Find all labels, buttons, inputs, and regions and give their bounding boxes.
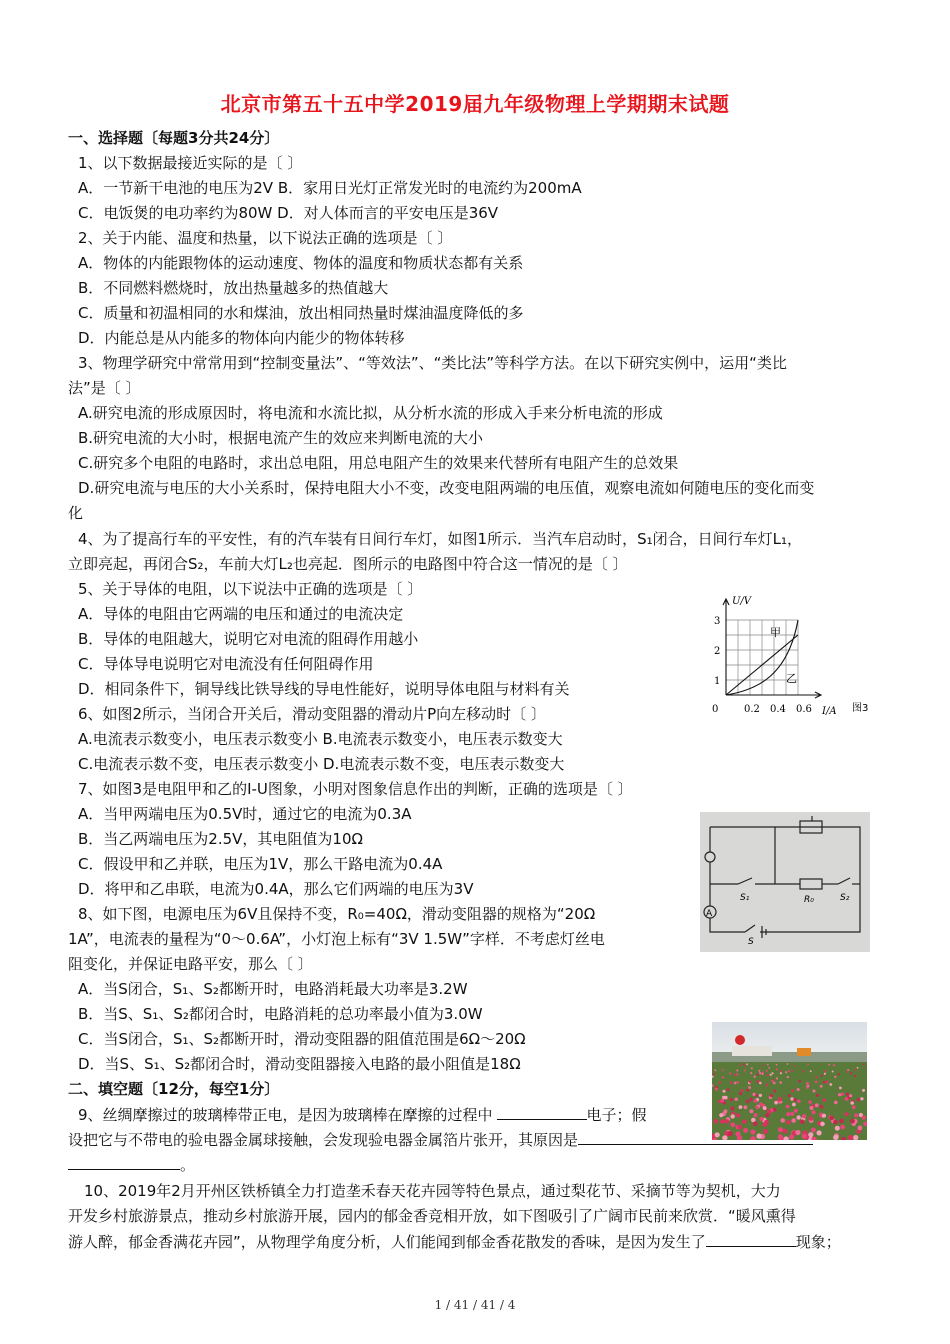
text-line: D．将甲和乙串联，电流为0.4A，那么它们两端的电压为3V [78,880,474,898]
tulip-flower [838,1093,841,1096]
y-tick-label: 2 [714,646,721,657]
text-line: A．导体的电阻由它两端的电压和通过的电流决定 [78,605,404,623]
tulip-flower [774,1101,778,1105]
text-line: C．质量和初温相同的水和煤油，放出相同热量时煤油温度降低的多 [78,304,524,322]
q10-line-1: 10、2019年2月开州区铁桥镇全力打造垄禾春天花卉园等特色景点，通过梨花节、采摘节等为契机，大力 [84,1182,781,1200]
tulip-flower [854,1113,858,1117]
tulip-flower [800,1119,805,1124]
text-line: 4、为了提高行车的平安性，有的汽车装有日间行车灯，如图1所示．当汽车启动时，S₁闭合，日间行车灯L₁， [78,530,802,548]
tulip-flower [860,1097,863,1100]
tulip-flower [857,1098,860,1101]
tulip-flower [787,1063,789,1065]
tulip-flower [767,1064,769,1066]
tulip-flower [734,1074,736,1076]
text-line: C.电流表示数不变，电压表示数变小 D.电流表示数不变，电压表示数变大 [78,755,565,773]
q10-line-3 [68,1231,841,1252]
tulip-flower [729,1072,731,1074]
text-line: 3、物理学研究中常常用到“控制变量法”、“等效法”、“类比法”等科学方法。在以下研究实例中，运用“类比 [78,354,787,372]
tulip-flower [802,1133,807,1138]
text-line: 8、如下图，电源电压为6V且保持不变，R₀=40Ω，滑动变阻器的规格为“20Ω [78,905,596,923]
text-line: A．一节新干电池的电压为2V B．家用日光灯正常发光时的电流约为200mA [78,179,582,197]
tulip-flower [840,1125,845,1130]
tulip-flower [751,1067,753,1069]
q9-line-2 [68,1129,813,1150]
resistor-r0-label: R₀ [804,895,814,905]
tulip-flower [808,1132,813,1137]
tulip-flower [768,1067,770,1069]
tulip-flower [715,1132,720,1137]
tulip-flower [752,1093,755,1096]
tulip-flower [719,1081,722,1084]
tulip-flower [838,1073,840,1075]
tulip-flower [734,1082,737,1085]
tulip-flower [847,1069,849,1071]
tulip-flower [786,1105,790,1109]
tulip-flower [730,1081,733,1084]
tulip-flower [790,1097,793,1100]
tulip-flower [741,1089,744,1092]
tulip-flower [852,1105,856,1109]
tulip-flower [748,1086,751,1089]
tulip-flower [766,1070,768,1072]
tulip-flower [862,1089,865,1092]
tulip-flower [850,1119,855,1124]
tulip-flower [730,1122,735,1127]
tulip-flower [723,1090,726,1093]
tulip-flower [730,1107,734,1111]
tulip-flower [792,1070,794,1072]
tulip-flower [811,1128,816,1133]
tulip-flower [765,1084,768,1087]
text-line: 立即亮起，再闭合S₂，车前大灯L₂也亮起．图所示的电路图中符合这一情况的是〔 〕 [68,555,628,573]
tulip-flower [739,1092,742,1095]
tulip-flower [776,1068,778,1070]
tulip-flower [720,1119,725,1124]
tulip-flower [834,1064,836,1066]
tulip-flower [776,1077,778,1079]
tulip-flower [815,1103,819,1107]
text-line: A．物体的内能跟物体的运动速度、物体的温度和物质状态都有关系 [78,254,524,272]
tulip-flower [749,1109,753,1113]
tulip-flower [728,1131,733,1136]
tulip-flower [723,1109,727,1113]
tulip-flower [778,1127,783,1132]
jia-label: 甲 [770,626,781,639]
tulip-flower [722,1076,724,1078]
tulip-flower [853,1075,855,1077]
yi-label: 乙 [786,672,797,685]
tulip-flower [797,1100,801,1104]
tulip-flower [713,1073,715,1075]
tulip-flower [830,1116,834,1120]
tulip-flower [815,1076,817,1078]
tulip-flower [757,1074,759,1076]
text-line: C．当S闭合，S₁、S₂都断开时，滑动变阻器的阻值范围是6Ω～20Ω [78,1030,526,1048]
figure-3-ui-graph [708,590,872,720]
answer-blank[interactable] [497,1104,587,1120]
tulip-flower [722,1096,725,1099]
tulip-flower [722,1069,724,1071]
tulip-flower [834,1076,836,1078]
tulip-flower [809,1116,813,1120]
tulip-flower [858,1126,863,1131]
page-footer: 1 / 41 / 41 / 4 [434,1298,516,1312]
tulip-flower [857,1067,859,1069]
tulip-flower [727,1088,730,1091]
tulip-flower [730,1098,733,1101]
tulip-flower [763,1106,767,1110]
tulip-flower [756,1133,761,1138]
tulip-flower [834,1101,838,1105]
q10-text-c: 游人醉，郁金香满花卉园”，从物理学角度分析，人们能闻到郁金香花散发的香味，是因为发生了 [68,1233,706,1251]
figure-caption: 图3 [852,703,869,714]
tulip-flower [737,1125,742,1130]
tulip-flower [754,1076,756,1078]
ammeter-label: A [706,909,713,919]
tulip-flower [779,1098,782,1101]
tulip-flower [823,1098,827,1102]
tulip-flower [813,1090,816,1093]
tulip-flower [807,1063,809,1065]
tulip-flower [829,1083,832,1086]
tulip-flower [845,1112,849,1116]
tulip-flower [773,1082,776,1085]
tulip-flower [795,1130,800,1135]
tulip-flower [721,1099,725,1103]
tulip-flower [790,1112,794,1116]
tulip-flower [744,1105,748,1109]
tulip-flower [754,1099,758,1103]
tulip-flower [750,1130,755,1135]
tulip-flower [833,1135,838,1140]
tulip-flower [807,1082,810,1085]
text-line: B.研究电流的大小时，根据电流产生的效应来判断电流的大小 [78,429,484,447]
tulip-flower [815,1081,818,1084]
tulip-flower [770,1094,773,1097]
tulip-flower [788,1094,791,1097]
tulip-flower [802,1070,804,1072]
tulip-flower [758,1070,760,1072]
text-line: C.研究多个电阻的电路时，求出总电阻，用总电阻产生的效果来代替所有电阻产生的总效果 [78,454,679,472]
tulip-flower [808,1100,812,1104]
tulip-flower [746,1089,749,1092]
text-line: 一、选择题〔每题3分共24分〕 [68,129,280,147]
switch-s1-label: S₁ [740,893,750,903]
y-tick-label: 3 [714,616,721,627]
tulip-flower [778,1134,783,1139]
tulip-flower [737,1081,740,1084]
x-tick-label: 0.4 [770,704,786,715]
tulip-flower [714,1069,716,1071]
tulip-flower [811,1110,815,1114]
tulip-flower [764,1120,769,1125]
tulip-flower [794,1109,798,1113]
tulip-flower [822,1114,826,1118]
tulip-flower [759,1094,762,1097]
q9-line-3 [68,1154,195,1175]
tulip-flower [780,1118,785,1123]
tulip-flower [798,1080,801,1083]
tulip-flower [786,1120,791,1125]
text-line: 1A”，电流表的量程为“0～0.6A”，小灯泡上标有“3V 1.5W”字样．不考虑灯丝电 [68,930,605,948]
q9-text-d: 。 [180,1156,196,1174]
text-line: A．当S闭合，S₁、S₂都断开时，电路消耗最大功率是3.2W [78,980,468,998]
text-line: B．导体的电阻越大，说明它对电流的阻碍作用越小 [78,630,419,648]
text-line: 法”是〔 〕 [68,379,141,397]
tulip-flower [816,1094,819,1097]
tulip-flower [736,1070,738,1072]
tulip-garden-photo [712,1022,867,1140]
tulip-flower [759,1082,762,1085]
tulip-flower [863,1063,865,1065]
tulip-flower [750,1072,752,1074]
tulip-flower [780,1072,782,1074]
tulip-flower [820,1105,824,1109]
tulip-flower [807,1085,810,1088]
tulip-flower [796,1115,800,1119]
tulip-flower [725,1119,730,1124]
tulip-flower [832,1071,834,1073]
answer-blank[interactable] [706,1231,796,1247]
switch-s2-label: S₂ [840,893,850,903]
y-axis-label: U/V [732,596,752,607]
tulip-flower [824,1073,826,1075]
tulip-flower [735,1098,738,1101]
q9-text-b: 电子；假 [586,1106,647,1124]
tulip-flower [744,1070,746,1072]
tulip-flower [744,1065,746,1067]
tulip-flower [825,1080,828,1083]
page-title: 北京市第五十五中学2019届九年级物理上学期期末试题 [220,92,730,116]
text-line: 6、如图2所示，当闭合开关后，滑动变阻器的滑动片P向左移动时〔 〕 [78,705,546,723]
bulb-icon [705,852,715,862]
tulip-flower [763,1129,768,1134]
tulip-flower [846,1093,849,1096]
tulip-flower [765,1113,769,1117]
text-line: B．当S、S₁、S₂都闭合时，电路消耗的总功率最小值为3.0W [78,1005,483,1023]
tulip-flower [780,1070,782,1072]
tulip-flower [767,1074,769,1076]
tulip-flower [753,1121,758,1126]
tulip-flower [749,1098,752,1101]
tulip-flower [846,1071,848,1073]
q9-text-a: 9、丝绸摩擦过的玻璃棒带正电，是因为玻璃棒在摩擦的过程中 [78,1106,493,1124]
tulip-flower [759,1117,763,1121]
tulip-flower [771,1072,773,1074]
tulip-flower [770,1074,772,1076]
tulip-flower [845,1097,848,1100]
tulip-flower [761,1065,763,1067]
answer-blank[interactable] [68,1154,180,1170]
tulip-flower [810,1070,812,1072]
tulip-flower [736,1073,738,1075]
tulip-flower [821,1075,823,1077]
tulip-flower [746,1063,748,1065]
tulip-flower [759,1102,763,1106]
tulip-flower [820,1122,825,1127]
q10-line-2: 开发乡村旅游景点，推动乡村旅游开展，园内的郁金香竞相开放，如下图吸引了广阔市民前来欣赏．“暖风熏得 [68,1207,796,1225]
tulip-flower [849,1094,852,1097]
tulip-flower [719,1113,723,1117]
tulip-flower [823,1081,826,1084]
tulip-flower [850,1072,852,1074]
tulip-flower [779,1081,782,1084]
tulip-flower [797,1088,800,1091]
text-line: B．不同燃料燃烧时，放出热量越多的热值越大 [78,279,389,297]
text-line: 5、关于导体的电阻，以下说法中正确的选项是〔 〕 [78,580,423,598]
tulip-flower [736,1113,740,1117]
tulip-flower [739,1065,741,1067]
text-line: 2、关于内能、温度和热量，以下说法正确的选项是〔 〕 [78,229,453,247]
tulip-flower [743,1128,748,1133]
tulip-flower [824,1070,826,1072]
tulip-flower [855,1069,857,1071]
tulip-flower [739,1105,743,1109]
q9-line-1 [78,1104,647,1125]
text-line: 阻变化，并保证电路平安，那么〔 〕 [68,955,313,973]
tulip-flower [749,1081,752,1084]
tulip-flower [791,1118,796,1123]
y-tick-label: 1 [714,676,721,687]
tulip-flower [746,1100,750,1104]
tulip-flower [833,1120,838,1125]
tulip-flower [793,1098,796,1101]
text-line: 7、如图3是电阻甲和乙的I-U图象，小明对图象信息作出的判断，正确的选项是〔 〕 [78,780,633,798]
x-tick-label: 0 [712,704,719,715]
circuit-diagram [700,812,870,952]
tulip-flower [771,1080,774,1083]
tulip-flower [753,1113,757,1117]
tulip-flower [773,1090,776,1093]
tulip-flower [820,1085,823,1088]
text-line: C．假设甲和乙并联，电压为1V，那么干路电流为0.4A [78,855,443,873]
x-axis-label: I/A [822,706,837,717]
tulip-flower [761,1073,763,1075]
tulip-flower [785,1071,787,1073]
q10-text-d: 现象； [795,1233,841,1251]
text-line: D．当S、S₁、S₂都闭合时，滑动变阻器接入电路的最小阻值是18Ω [78,1055,521,1073]
text-line: B．当乙两端电压为2.5V，其电阻值为10Ω [78,830,363,848]
text-line: D.研究电流与电压的大小关系时，保持电阻大小不变，改变电阻两端的电压值，观察电流如何随电压的变化而变 [78,479,815,497]
tulip-flower [810,1106,814,1110]
text-line: D．相同条件下，铜导线比铁导线的导电性能好，说明导体电阻与材料有关 [78,680,570,698]
tulip-flower [715,1088,718,1091]
tulip-flower [787,1076,789,1078]
text-line: 1、以下数据最接近实际的是〔 〕 [78,154,303,172]
text-line: 化 [68,504,84,522]
x-tick-label: 0.2 [744,704,760,715]
tulip-flower [759,1072,761,1074]
tulip-flower [794,1065,796,1067]
text-line: A.研究电流的形成原因时，将电流和水流比拟，从分析水流的形成入手来分析电流的形成 [78,404,663,422]
x-tick-label: 0.6 [796,704,812,715]
tulip-flower [791,1089,794,1092]
tulip-flower [835,1126,840,1131]
tulip-flower [850,1101,854,1105]
tulip-flower [742,1120,747,1125]
tulip-flower [817,1130,822,1135]
tulip-flower [731,1114,735,1118]
tulip-flower [783,1129,788,1134]
tulip-flower [786,1112,790,1116]
switch-s-label: S [748,937,754,947]
text-line: A.电流表示数变小，电压表示数变小 B.电流表示数变小，电压表示数变大 [78,730,563,748]
tulip-flower [841,1093,844,1096]
tulip-flower [802,1114,806,1118]
text-line: C．导体导电说明它对电流没有任何阻碍作用 [78,655,374,673]
text-line: D．内能总是从内能多的物体向内能少的物体转移 [78,329,405,347]
text-line: C．电饭煲的电功率约为80W D．对人体而言的平安电压是36V [78,204,499,222]
tulip-flower [743,1063,745,1065]
text-line: A．当甲两端电压为0.5V时，通过它的电流为0.3A [78,805,412,823]
tulip-flower [839,1087,842,1090]
tulip-flower [828,1064,830,1066]
text-line: 二、填空题〔12分，每空1分〕 [68,1080,280,1098]
tulip-flower [862,1115,866,1119]
tulip-flower [839,1119,844,1124]
tulip-flower [714,1119,719,1124]
tulip-flower [792,1103,796,1107]
tulip-flower [755,1105,759,1109]
tulip-flower [788,1070,790,1072]
tulip-flower [776,1064,778,1066]
q9-text-c: 设把它与不带电的验电器金属球接触，会发现验电器金属箔片张开，其原因是 [68,1131,579,1149]
